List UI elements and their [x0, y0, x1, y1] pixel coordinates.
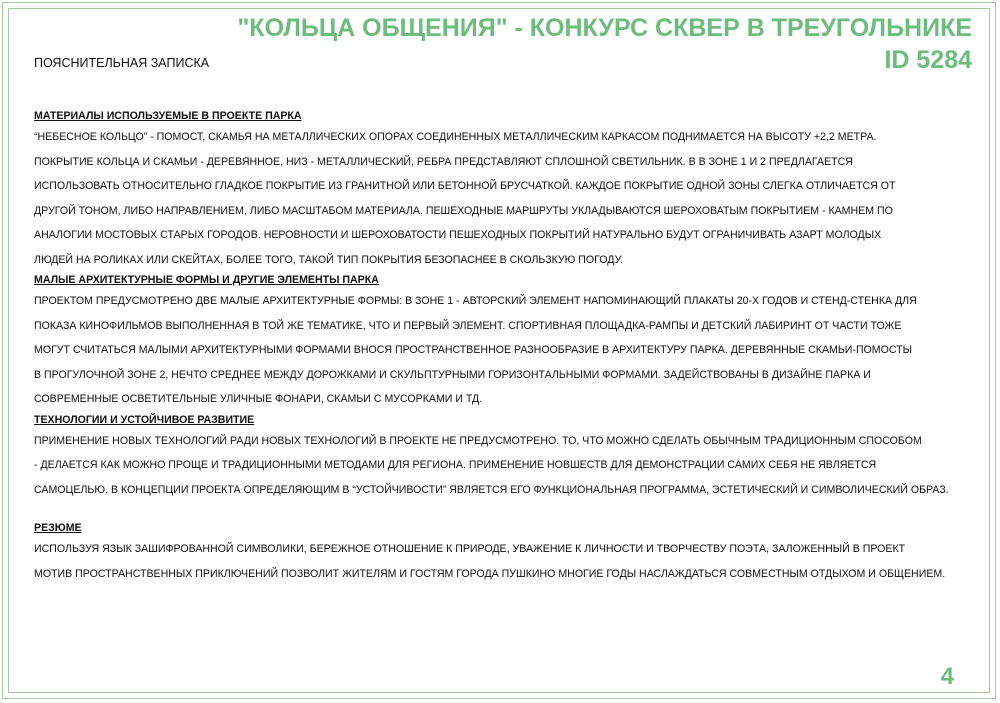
paragraph-line: ПРОЕКТОМ ПРЕДУСМОТРЕНО ДВЕ МАЛЫЕ АРХИТЕКТУРНЫЕ ФОРМЫ: В ЗОНЕ 1 - АВТОРСКИЙ ЭЛЕМЕНТ НАПОМИНАЮЩИЙ ПЛАКАТЫ 20-Х ГОДОВ И СТЕНД-СТЕНКА ДЛЯ — [34, 295, 917, 307]
paragraph-line: “НЕБЕСНОЕ КОЛЬЦО” - ПОМОСТ, СКАМЬЯ НА МЕТАЛЛИЧЕСКИХ ОПОРАХ СОЕДИНЕННЫХ МЕТАЛЛИЧЕСКИМ КАРКАСОМ ПОДНИМАЕТСЯ НА ВЫСОТУ +2,2 МЕТРА. — [34, 131, 877, 143]
paragraph-line: ПОКРЫТИЕ КОЛЬЦА И СКАМЬИ - ДЕРЕВЯННОЕ, НИЗ - МЕТАЛЛИЧЕСКИЙ, РЕБРА ПРЕДСТАВЛЯЮТ СПЛОШНОЙ СВЕТИЛЬНИК. В В ЗОНЕ 1 И 2 ПРЕДЛАГАЕТСЯ — [34, 155, 853, 168]
section-heading-materials: МАТЕРИАЛЫ ИСПОЛЬЗУЕМЫЕ В ПРОЕКТЕ ПАРКА — [34, 110, 302, 122]
paragraph-line: ЛЮДЕЙ НА РОЛИКАХ ИЛИ СКЕЙТАХ, БОЛЕЕ ТОГО, ТАКОЙ ТИП ПОКРЫТИЯ БЕЗОПАСНЕЕ В СКОЛЬЗКУЮ ПОГОДУ. — [34, 253, 623, 266]
section-heading-technologies: ТЕХНОЛОГИИ И УСТОЙЧИВОЕ РАЗВИТИЕ — [34, 413, 255, 426]
section-spacer — [34, 502, 979, 520]
document-title: "КОЛЬЦА ОБЩЕНИЯ" - КОНКУРС СКВЕР В ТРЕУГОЛЬНИКЕ — [237, 14, 972, 42]
paragraph-line: - ДЕЛАЕТСЯ КАК МОЖНО ПРОЩЕ И ТРАДИЦИОННЫМИ МЕТОДАМИ ДЛЯ РЕГИОНА. ПРИМЕНЕНИЕ НОВШЕСТВ ДЛЯ ДЕМОНСТРАЦИИ САМИХ СЕБЯ НЕ ЯВЛЯЕТСЯ — [34, 459, 877, 471]
paragraph-line: ПОКАЗА КИНОФИЛЬМОВ ВЫПОЛНЕННАЯ В ТОЙ ЖЕ ТЕМАТИКЕ, ЧТО И ПЕРВЫЙ ЭЛЕМЕНТ. СПОРТИВНАЯ ПЛОЩАДКА-РАМПЫ И ДЕТСКИЙ ЛАБИРИНТ ОТ ЧАСТИ ТОЖЕ — [34, 319, 902, 332]
document-body — [34, 108, 979, 586]
paragraph-line: МОГУТ СЧИТАТЬСЯ МАЛЫМИ АРХИТЕКТУРНЫМИ ФОРМАМИ ВНОСЯ ПРОСТРАНСТВЕННОЕ РАЗНООБРАЗИЕ В АРХИТЕКТУРУ ПАРКА. ДЕРЕВЯННЫЕ СКАМЬИ-ПОМОСТЫ — [34, 344, 913, 356]
page-number: 4 — [940, 663, 954, 690]
document-subtitle: ПОЯСНИТЕЛЬНАЯ ЗАПИСКА — [34, 56, 210, 70]
paragraph-line: СОВРЕМЕННЫЕ ОСВЕТИТЕЛЬНЫЕ УЛИЧНЫЕ ФОНАРИ, СКАМЬИ С МУСОРКАМИ И ТД. — [34, 393, 483, 405]
paragraph-line: ИСПОЛЬЗОВАТЬ ОТНОСИТЕЛЬНО ГЛАДКОЕ ПОКРЫТИЕ ИЗ ГРАНИТНОЙ ИЛИ БЕТОННОЙ БРУСЧАТКОЙ. КАЖДОЕ ПОКРЫТИЕ ОДНОЙ ЗОНЫ СЛЕГКА ОТЛИЧАЕТСЯ ОТ — [34, 180, 896, 192]
section-heading-small-forms: МАЛЫЕ АРХИТЕКТУРНЫЕ ФОРМЫ И ДРУГИЕ ЭЛЕМЕНТЫ ПАРКА — [34, 274, 379, 286]
paragraph-line: МОТИВ ПРОСТРАНСТВЕННЫХ ПРИКЛЮЧЕНИЙ ПОЗВОЛИТ ЖИТЕЛЯМ И ГОСТЯМ ГОРОДА ПУШКИНО МНОГИЕ ГОДЫ НАСЛАЖДАТЬСЯ СОВМЕСТНЫМ ОТДЫХОМ И ОБЩЕНИЕМ. — [34, 567, 946, 580]
paragraph-line: САМОЦЕЛЬЮ. В КОНЦЕПЦИИ ПРОЕКТА ОПРЕДЕЛЯЮЩИМ В “УСТОЙЧИВОСТИ” ЯВЛЯЕТСЯ ЕГО ФУНКЦИОНАЛЬНАЯ ПРОГРАММА, ЭСТЕТИЧЕСКИЙ И СИМВОЛИЧЕСКИЙ ОБРАЗ. — [34, 483, 949, 496]
paragraph-line: ДРУГОЙ ТОНОМ, ЛИБО НАПРАВЛЕНИЕМ, ЛИБО МАСШТАБОМ МАТЕРИАЛА. ПЕШЕХОДНЫЕ МАРШРУТЫ УКЛАДЫВАЮТСЯ ШЕРОХОВАТЫМ ПОКРЫТИЕМ - КАМНЕМ ПО — [34, 204, 893, 217]
paragraph-line: В ПРОГУЛОЧНОЙ ЗОНЕ 2, НЕЧТО СРЕДНЕЕ МЕЖДУ ДОРОЖКАМИ И СКУЛЬПТУРНЫМИ ГОРИЗОНТАЛЬНЫМИ ФОРМАМИ. ЗАДЕЙСТВОВАНЫ В ДИЗАЙНЕ ПАРКА И — [34, 368, 871, 381]
paragraph-line: ПРИМЕНЕНИЕ НОВЫХ ТЕХНОЛОГИЙ РАДИ НОВЫХ ТЕХНОЛОГИЙ В ПРОЕКТЕ НЕ ПРЕДУСМОТРЕНО. ТО, ЧТО МОЖНО СДЕЛАТЬ ОБЫЧНЫМ ТРАДИЦИОННЫМ СПОСОБОМ — [34, 434, 922, 447]
project-id: ID 5284 — [884, 46, 972, 74]
paragraph-line: АНАЛОГИИ МОСТОВЫХ СТАРЫХ ГОРОДОВ. НЕРОВНОСТИ И ШЕРОХОВАТОСТИ ПЕШЕХОДНЫХ ПОКРЫТИЙ НАТУРАЛЬНО БУДУТ ОГРАНИЧИВАТЬ АЗАРТ МОЛОДЫХ — [34, 229, 882, 241]
paragraph-line: ИСПОЛЬЗУЯ ЯЗЫК ЗАШИФРОВАННОЙ СИМВОЛИКИ, БЕРЕЖНОЕ ОТНОШЕНИЕ К ПРИРОДЕ, УВАЖЕНИЕ К ЛИЧНОСТИ И ТВОРЧЕСТВУ ПОЭТА, ЗАЛОЖЕННЫЙ В ПРОЕКТ — [34, 543, 906, 555]
section-heading-summary: РЕЗЮМЕ — [34, 522, 82, 534]
